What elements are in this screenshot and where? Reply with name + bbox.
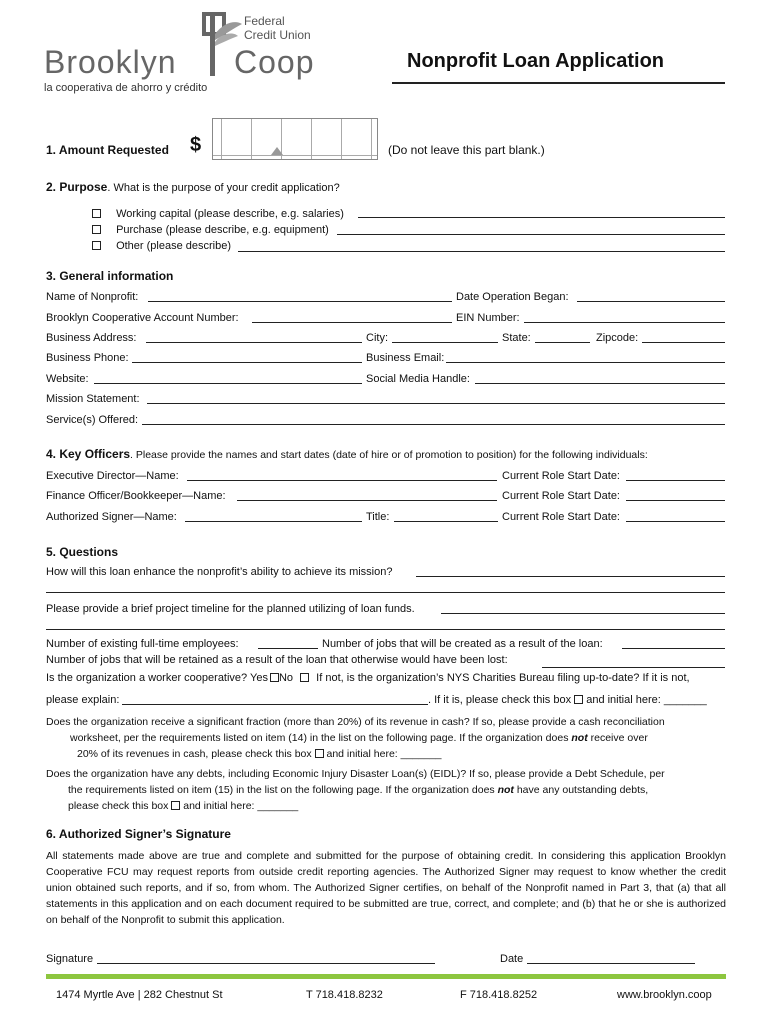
email-field[interactable] [446,353,725,363]
phone-field[interactable] [132,353,362,363]
no-label: No [278,672,294,684]
signature-heading: 6. Authorized Signer’s Signature [46,827,231,841]
logo-brooklyn: Brooklyn [44,44,177,80]
date-field[interactable] [527,954,695,964]
officers-heading: 4. Key Officers [46,447,131,461]
state-field[interactable] [535,333,590,343]
date-began-field[interactable] [577,292,725,302]
date-label: Date [500,953,524,965]
signer-field[interactable] [185,512,362,522]
services-field[interactable] [142,415,725,425]
q5-followup: If not, is the organization’s NYS Charities Bureau filing up-to-date? If it is not, [316,672,690,684]
q3-employees-field[interactable] [258,639,318,649]
finance-label: Finance Officer/Bookkeeper—Name: [46,490,226,502]
q6-line-2: worksheet, per the requirements listed on item (14) in the list on the following page. If the organization does not receive over [70,732,648,744]
page-title: Nonprofit Loan Application [407,50,665,72]
footer-address: 1474 Myrtle Ave | 282 Chestnut St [56,989,223,1001]
amount-label: 1. Amount Requested [46,143,169,157]
exec-start-field[interactable] [626,471,725,481]
purpose-line-3[interactable] [238,242,725,252]
address-field[interactable] [146,333,362,343]
signer-title-label: Title: [366,511,390,523]
q2-field-2[interactable] [46,620,725,630]
q6-line-1: Does the organization receive a significant fraction (more than 20%) of its revenue in cash? If so, please provide a cash reconciliation [46,716,665,728]
q5-explain-field[interactable] [122,695,428,705]
ein-field[interactable] [524,313,725,323]
title-rule [392,82,725,84]
q4-label: Number of jobs that will be retained as a result of the loan that otherwise would have been lost: [46,654,508,666]
q5-line [46,672,690,684]
q7-line-2: the requirements listed on item (15) in the list on the following page. If the organization does not have any outstanding debts, [68,784,649,796]
purpose-line-1[interactable] [358,208,725,218]
q5-label: Is the organization a worker cooperative? Yes [46,672,268,684]
checkbox[interactable] [92,209,101,218]
purpose-option-2[interactable]: Purchase (please describe, e.g. equipment) [92,224,329,236]
footer-rule [46,974,726,979]
q6-checkbox[interactable] [315,749,324,758]
q7-checkbox[interactable] [171,801,180,810]
signer-start-field[interactable] [626,512,725,522]
amount-input[interactable] [212,118,378,160]
exec-label: Executive Director—Name: [46,470,179,482]
yes-checkbox[interactable] [270,673,279,682]
services-label: Service(s) Offered: [46,414,139,426]
amount-note: (Do not leave this part blank.) [388,143,545,157]
website-field[interactable] [94,374,362,384]
mission-label: Mission Statement: [46,393,140,405]
currency-symbol: $ [190,134,202,156]
zip-label: Zipcode: [596,332,639,344]
purpose-line-2[interactable] [337,225,725,235]
checkbox[interactable] [92,241,101,250]
logo [44,12,334,94]
q5-check-line: . If it is, please check this box and initial here: _______ [428,694,707,706]
footer-phone: T 718.418.8232 [306,989,383,1001]
q4-field[interactable] [542,658,725,668]
finance-field[interactable] [237,491,497,501]
q1-field-2[interactable] [46,583,725,593]
exec-start-label: Current Role Start Date: [502,470,620,482]
zip-field[interactable] [642,333,725,343]
mission-field[interactable] [147,394,725,404]
purpose-heading: 2. Purpose [46,180,108,194]
account-field[interactable] [252,313,452,323]
signer-title-field[interactable] [394,512,498,522]
signer-label: Authorized Signer—Name: [46,511,177,523]
logo-federal: Federal [244,14,285,28]
general-heading: 3. General information [46,269,174,283]
name-label: Name of Nonprofit: [46,291,139,303]
logo-tagline: la cooperativa de ahorro y crédito [44,82,208,94]
purpose-question [46,180,340,194]
q2-field[interactable] [441,604,725,614]
name-field[interactable] [148,292,452,302]
phone-label: Business Phone: [46,352,129,364]
logo-coop: Coop [234,44,315,80]
signature-label: Signature [46,953,94,965]
checkbox[interactable] [92,225,101,234]
website-label: Website: [46,373,89,385]
q6-line-3: 20% of its revenues in cash, please check this box and initial here: _______ [77,748,442,760]
questions-heading: 5. Questions [46,545,119,559]
exec-field[interactable] [187,471,497,481]
social-label: Social Media Handle: [366,373,470,385]
q7-line-3: please check this box and initial here: _______ [68,800,299,812]
q3-created-label: Number of jobs that will be created as a result of the loan: [322,638,603,650]
date-began-label: Date Operation Began: [456,291,569,303]
no-checkbox[interactable] [300,673,309,682]
city-field[interactable] [392,333,498,343]
finance-start-label: Current Role Start Date: [502,490,620,502]
q3-created-field[interactable] [622,639,725,649]
footer-website[interactable]: www.brooklyn.coop [617,989,712,1001]
q1-label: How will this loan enhance the nonprofit’s ability to achieve its mission? [46,566,393,578]
q2-label: Please provide a brief project timeline for the planned utilizing of loan funds. [46,603,415,615]
address-label: Business Address: [46,332,137,344]
officers-intro [46,447,648,461]
state-label: State: [502,332,531,344]
purpose-text: . What is the purpose of your credit application? [107,182,340,194]
finance-start-field[interactable] [626,491,725,501]
ein-label: EIN Number: [456,312,520,324]
footer-fax: F 718.418.8252 [460,989,538,1001]
q5-checkbox[interactable] [574,695,583,704]
q3-employees-label: Number of existing full-time employees: [46,638,239,650]
q5-explain-label: please explain: [46,694,120,706]
officers-text: . Please provide the names and start dates (date of hire or of promotion to position) for the following individuals: [130,449,648,461]
logo-credit-union: Credit Union [244,28,311,42]
purpose-option-3[interactable]: Other (please describe) [92,240,231,252]
social-field[interactable] [475,374,725,384]
city-label: City: [366,332,388,344]
purpose-option-1[interactable]: Working capital (please describe, e.g. salaries) [92,208,344,220]
signature-paragraph: All statements made above are true and complete and submitted for the purpose of obtaining credit. In considering this application Brooklyn Cooperative FCU may request reports from outside credit reporting agencies. The Authorized Signer may request to know whether the credit union obtained such reports, and if so, from whom. The Authorized Signer certifies, on behalf of the Nonprofit named in Part 3, that (a) that all statements in this application and on each document required to be submitted are true, correct, and complete; and (b) that he or she is authorized on behalf of the Nonprofit to submit this application. [46,850,726,926]
signature-field[interactable] [97,954,435,964]
account-label: Brooklyn Cooperative Account Number: [46,312,239,324]
email-label: Business Email: [366,352,445,364]
signer-start-label: Current Role Start Date: [502,511,620,523]
q7-line-1: Does the organization have any debts, including Economic Injury Disaster Loan(s) (EIDL)? If so, please provide a Debt Schedule, per [46,768,665,780]
q1-field[interactable] [416,567,725,577]
